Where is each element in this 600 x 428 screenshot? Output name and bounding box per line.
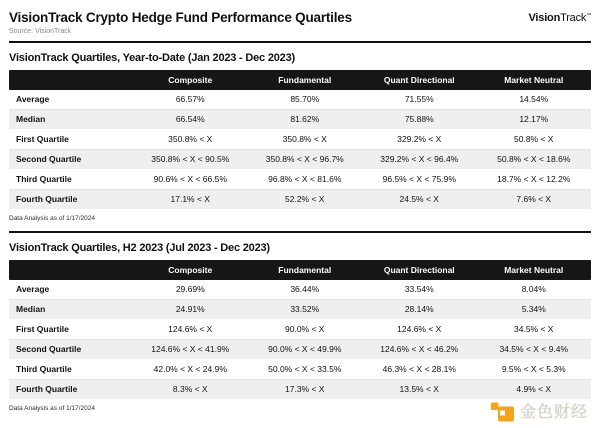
cell-value: 96.8% < X < 81.6% — [268, 174, 342, 185]
cell-value: 350.8% < X — [168, 134, 213, 145]
table-row-average — [9, 90, 591, 110]
cell-value: 66.54% — [175, 114, 205, 125]
divider-top — [9, 41, 591, 43]
table-row-third-quartile — [9, 170, 591, 190]
cell-value: 90.0% < X < 49.9% — [268, 344, 342, 355]
row-label: Average — [16, 284, 50, 295]
jinse-finance-label: 金色财经 — [519, 402, 588, 421]
row-label: Median — [16, 114, 46, 125]
cell-value: 18.7% < X < 12.2% — [497, 174, 571, 185]
column-header-composite: Composite — [168, 74, 213, 85]
table-row-fourth-quartile — [9, 380, 591, 400]
cell-value: 52.2% < X — [285, 194, 325, 205]
cell-value: 124.6% < X — [168, 324, 213, 335]
cell-value: 66.57% — [175, 94, 205, 105]
page-title: VisionTrack Crypto Hedge Fund Performance Quartiles — [9, 10, 352, 25]
table-section-ytd — [9, 52, 591, 222]
cell-value: 50.8% < X < 18.6% — [497, 154, 571, 165]
quartiles-table-h2 — [9, 260, 591, 400]
header-spacer — [9, 260, 133, 280]
divider-middle — [9, 231, 591, 233]
row-label: Second Quartile — [16, 344, 82, 355]
brand-regular: Track — [560, 12, 587, 24]
cell-value: 34.5% < X < 9.4% — [499, 344, 569, 355]
cell-value: 50.8% < X — [514, 134, 554, 145]
visiontrack-logo — [528, 10, 591, 24]
table-row-fourth-quartile — [9, 190, 591, 210]
cell-value: 34.5% < X — [514, 324, 554, 335]
cell-value: 24.5% < X — [399, 194, 439, 205]
row-label: Third Quartile — [16, 364, 72, 375]
table-row-second-quartile — [9, 340, 591, 360]
row-label: First Quartile — [16, 134, 69, 145]
cell-value: 13.5% < X — [399, 384, 439, 395]
cell-value: 14.54% — [519, 94, 549, 105]
cell-value: 9.5% < X < 5.3% — [501, 364, 566, 375]
cell-value: 17.3% < X — [285, 384, 325, 395]
column-header-composite: Composite — [168, 264, 213, 275]
cell-value: 24.91% — [175, 304, 205, 315]
cell-value: 36.44% — [290, 284, 320, 295]
cell-value: 85.70% — [290, 94, 320, 105]
cell-value: 81.62% — [290, 114, 320, 125]
cell-value: 75.88% — [404, 114, 434, 125]
cell-value: 4.9% < X — [516, 384, 552, 395]
table-row-first-quartile — [9, 130, 591, 150]
row-label: Second Quartile — [16, 154, 82, 165]
cell-value: 90.6% < X < 66.5% — [153, 174, 227, 185]
table-header-row — [9, 260, 591, 280]
jinse-finance-icon — [490, 398, 515, 423]
cell-value: 124.6% < X < 41.9% — [151, 344, 230, 355]
cell-value: 42.0% < X < 24.9% — [153, 364, 227, 375]
table-title-ytd: VisionTrack Quartiles, Year-to-Date (Jan 2023 - Dec 2023) — [9, 52, 295, 64]
row-label: Fourth Quartile — [16, 384, 78, 395]
table-section-h2 — [9, 242, 591, 412]
column-header-fundamental: Fundamental — [278, 74, 332, 85]
column-header-market-neutral: Market Neutral — [504, 264, 564, 275]
column-header-fundamental: Fundamental — [278, 264, 332, 275]
cell-value: 8.04% — [521, 284, 546, 295]
cell-value: 96.5% < X < 75.9% — [382, 174, 456, 185]
row-label: Average — [16, 94, 50, 105]
column-header-quant-directional: Quant Directional — [383, 264, 455, 275]
cell-value: 350.8% < X — [282, 134, 327, 145]
cell-value: 71.55% — [404, 94, 434, 105]
cell-value: 350.8% < X < 96.7% — [265, 154, 344, 165]
cell-value: 90.0% < X — [285, 324, 325, 335]
cell-value: 46.3% < X < 28.1% — [382, 364, 456, 375]
cell-value: 350.8% < X < 90.5% — [151, 154, 230, 165]
cell-value: 29.69% — [175, 284, 205, 295]
cell-value: 7.6% < X — [516, 194, 552, 205]
jinse-finance-watermark — [490, 398, 588, 423]
footnote-ytd: Data Analysis as of 1/17/2024 — [9, 215, 96, 222]
cell-value: 33.54% — [404, 284, 434, 295]
masthead — [9, 0, 591, 35]
header-spacer — [9, 70, 133, 90]
table-row-median — [9, 110, 591, 130]
cell-value: 329.2% < X — [397, 134, 442, 145]
column-header-market-neutral: Market Neutral — [504, 74, 564, 85]
cell-value: 33.52% — [290, 304, 320, 315]
column-header-quant-directional: Quant Directional — [383, 74, 455, 85]
cell-value: 5.34% — [521, 304, 546, 315]
table-row-second-quartile — [9, 150, 591, 170]
table-row-third-quartile — [9, 360, 591, 380]
row-label: Fourth Quartile — [16, 194, 78, 205]
cell-value: 12.17% — [519, 114, 549, 125]
trademark-symbol: ™ — [586, 12, 591, 19]
footnote-h2: Data Analysis as of 1/17/2024 — [9, 405, 96, 412]
cell-value: 28.14% — [404, 304, 434, 315]
table-row-average — [9, 280, 591, 300]
cell-value: 124.6% < X — [397, 324, 442, 335]
cell-value: 124.6% < X < 46.2% — [380, 344, 459, 355]
source-note: Source: VisionTrack — [9, 28, 72, 35]
table-row-first-quartile — [9, 320, 591, 340]
cell-value: 17.1% < X — [170, 194, 210, 205]
table-title-h2: VisionTrack Quartiles, H2 2023 (Jul 2023 - Dec 2023) — [9, 242, 270, 254]
cell-value: 329.2% < X < 96.4% — [380, 154, 459, 165]
table-row-median — [9, 300, 591, 320]
quartiles-table-ytd — [9, 70, 591, 210]
masthead-left — [9, 10, 352, 35]
row-label: First Quartile — [16, 324, 69, 335]
row-label: Third Quartile — [16, 174, 72, 185]
brand-bold: Vision — [528, 12, 561, 24]
cell-value: 50.0% < X < 33.5% — [268, 364, 342, 375]
cell-value: 8.3% < X — [172, 384, 208, 395]
row-label: Median — [16, 304, 46, 315]
table-header-row — [9, 70, 591, 90]
